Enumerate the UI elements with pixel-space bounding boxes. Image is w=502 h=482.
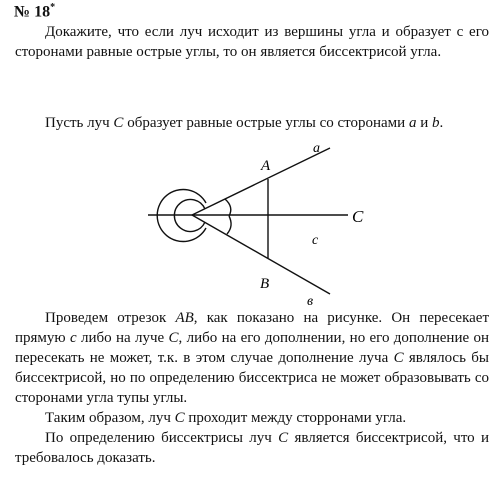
label-B: B bbox=[260, 276, 270, 292]
label-C: C bbox=[352, 207, 364, 226]
p1-C1: C bbox=[168, 330, 179, 346]
problem-number-text: № 18 bbox=[14, 3, 51, 21]
problem-star: * bbox=[50, 2, 56, 13]
p3-s1: По определению биссектрисы луч bbox=[45, 430, 279, 446]
setup-b: b bbox=[431, 115, 440, 131]
p2-s1: Таким образом, луч bbox=[45, 410, 175, 426]
setup-ray: C bbox=[113, 115, 124, 131]
setup-a: a bbox=[408, 115, 417, 131]
setup-end: . bbox=[439, 115, 444, 131]
angle-arc-upper bbox=[225, 199, 231, 216]
p1-s4: , либо на его дополнении, но его дополнение он пересекать не может, т.к. в этом случае дополнение луча bbox=[15, 330, 489, 366]
setup-mid: образует равные острые углы со сторонами bbox=[123, 115, 409, 131]
p1-s5: являлось бы биссектрисой, но по определению биссектриса не может образовывать со сторонами угла тупы углы. bbox=[15, 350, 489, 406]
p1-C2: C bbox=[393, 350, 404, 366]
p2-s2: проходит между сторронами угла. bbox=[184, 410, 407, 426]
p1-ab: AB bbox=[175, 310, 194, 326]
p3-C: C bbox=[278, 430, 289, 446]
angle-arc-lower bbox=[227, 216, 231, 234]
p1-c: c bbox=[69, 330, 77, 346]
problem-statement: Докажите, что если луч исходит из вершины угла и образует с его сторонами равные острые углы, то он является биссектрисой угла. bbox=[15, 24, 489, 60]
p1-s1: Проведем отрезок bbox=[45, 310, 176, 326]
p2-C: C bbox=[174, 410, 185, 426]
label-c: c bbox=[312, 233, 319, 248]
proof bbox=[15, 308, 489, 468]
p1-s2: , как показано на рисунке. Он пересекает прямую bbox=[15, 310, 490, 346]
setup-and: и bbox=[416, 115, 432, 131]
proof-paragraph-1 bbox=[15, 308, 489, 408]
p1-s3: либо на луче bbox=[76, 330, 169, 346]
label-b: в bbox=[307, 294, 314, 309]
proof-paragraph-2 bbox=[15, 408, 489, 428]
label-A: A bbox=[261, 158, 271, 174]
setup-pre: Пусть луч bbox=[45, 115, 114, 131]
p3-s2: является биссектрисой, что и требовалось доказать. bbox=[15, 430, 489, 466]
label-a: a bbox=[313, 141, 320, 156]
proof-paragraph-3 bbox=[15, 428, 489, 468]
